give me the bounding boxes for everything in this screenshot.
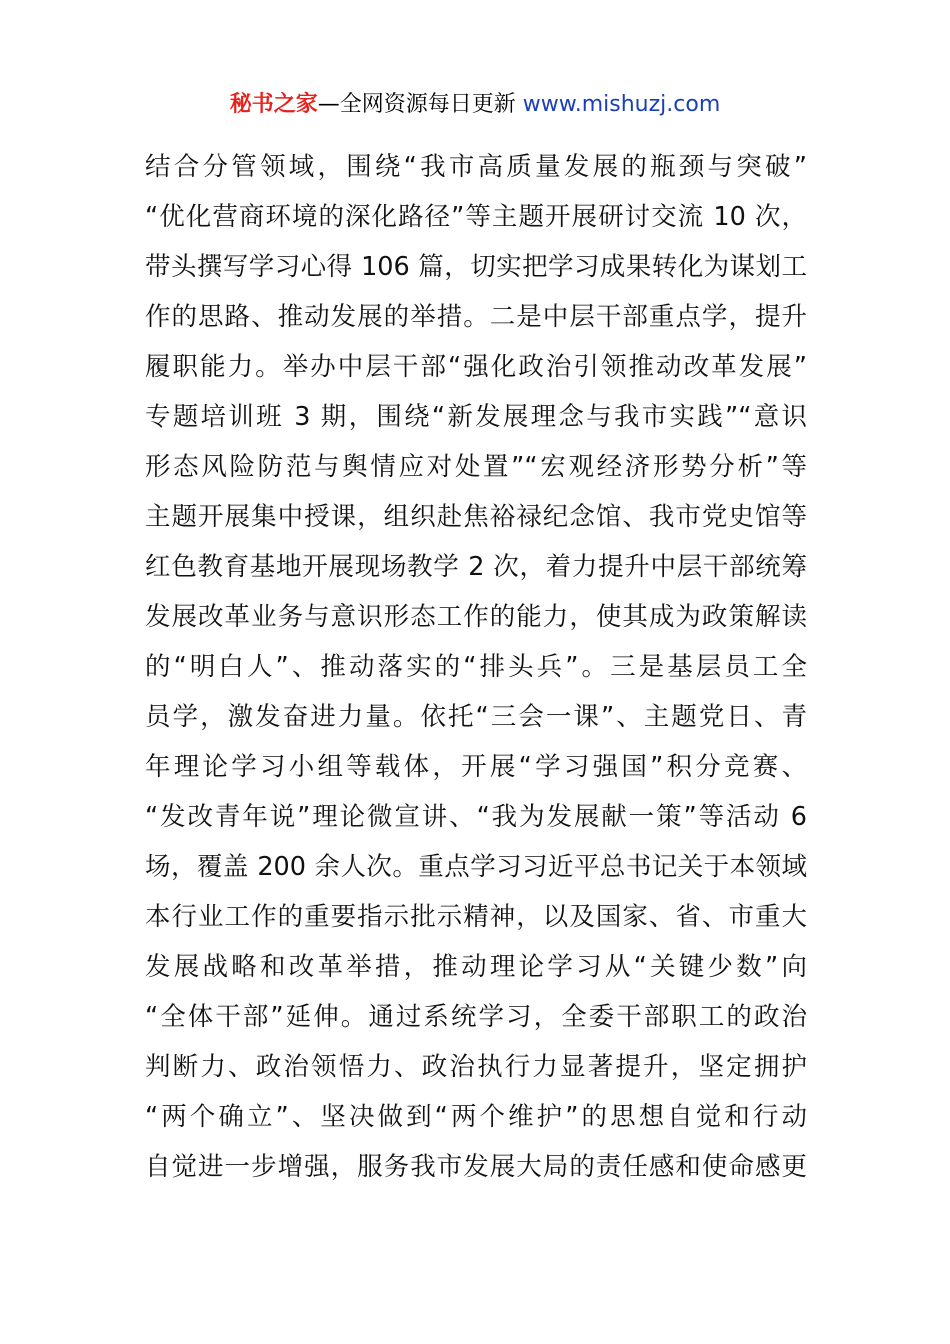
text-line: 自觉进一步增强，服务我市发展大局的责任感和使命感更: [145, 1152, 807, 1182]
text-line: 结合分管领域，围绕“我市高质量发展的瓶颈与突破”: [145, 152, 807, 182]
text-line: 员学，激发奋进力量。依托“三会一课”、主题党日、青: [145, 702, 807, 732]
text-line: 形态风险防范与舆情应对处置”“宏观经济形势分析”等: [145, 452, 807, 482]
text-line: 专题培训班 3 期，围绕“新发展理念与我市实践”“意识: [145, 402, 807, 432]
text-line: 本行业工作的重要指示批示精神，以及国家、省、市重大: [145, 902, 807, 932]
text-line: “优化营商环境的深化路径”等主题开展研讨交流 10 次，: [145, 202, 807, 232]
text-line: 年理论学习小组等载体，开展“学习强国”积分竞赛、: [145, 752, 807, 782]
text-line: 作的思路、推动发展的举措。二是中层干部重点学，提升: [145, 302, 807, 332]
text-line: 履职能力。举办中层干部“强化政治引领推动改革发展”: [145, 352, 807, 382]
text-line: “发改青年说”理论微宣讲、“我为发展献一策”等活动 6: [145, 802, 807, 832]
header-tagline: —全网资源每日更新: [317, 92, 516, 117]
brand-name: 秘书之家: [229, 92, 318, 117]
text-line: 发展战略和改革举措，推动理论学习从“关键少数”向: [145, 952, 807, 982]
text-line: “两个确立”、坚决做到“两个维护”的思想自觉和行动: [145, 1102, 807, 1132]
text-line: 带头撰写学习心得 106 篇，切实把学习成果转化为谋划工: [145, 252, 807, 282]
text-line: “全体干部”延伸。通过系统学习，全委干部职工的政治: [145, 1002, 807, 1032]
text-line: 主题开展集中授课，组织赴焦裕禄纪念馆、我市党史馆等: [145, 502, 807, 532]
text-line: 判断力、政治领悟力、政治执行力显著提升，坚定拥护: [145, 1052, 807, 1082]
page-header: [0, 88, 950, 122]
text-line: 场，覆盖 200 余人次。重点学习习近平总书记关于本领域: [145, 852, 807, 882]
text-line: 发展改革业务与意识形态工作的能力，使其成为政策解读: [145, 602, 807, 632]
text-line: 红色教育基地开展现场教学 2 次，着力提升中层干部统筹: [145, 552, 807, 582]
text-line: 的“明白人”、推动落实的“排头兵”。三是基层员工全: [145, 652, 807, 682]
site-url-link[interactable]: www.mishuzj.com: [522, 92, 721, 117]
